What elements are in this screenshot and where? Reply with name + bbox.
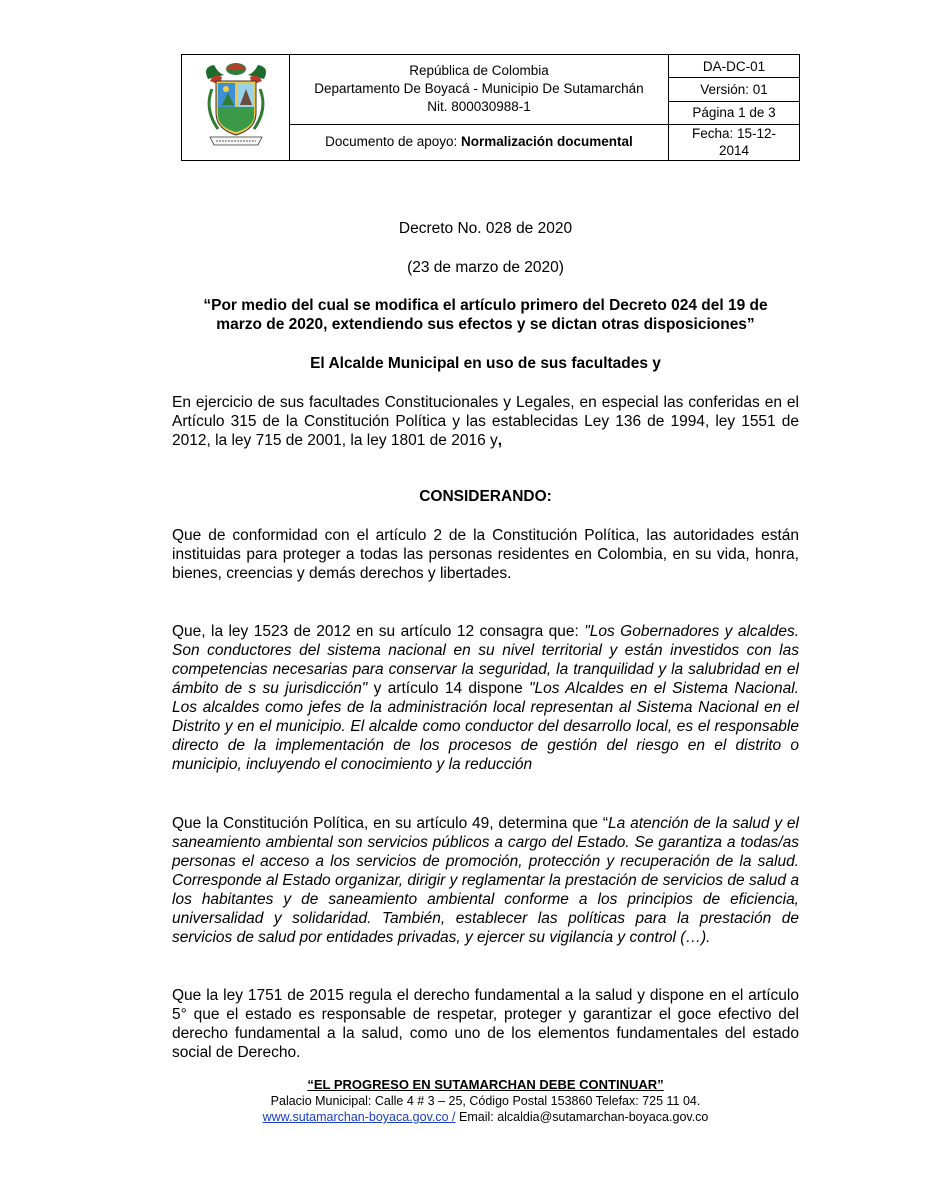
document-header-table <box>181 54 800 161</box>
decree-authority: El Alcalde Municipal en uso de sus facultades y <box>310 355 661 372</box>
preamble-end: , <box>497 432 503 449</box>
document-version: Versión: 01 <box>669 78 800 101</box>
preamble-paragraph <box>172 393 799 450</box>
document-footer <box>172 1077 799 1125</box>
document-date-cell <box>669 124 800 160</box>
decree-title-line1: “Por medio del cual se modifica el artículo primero del Decreto 024 del 19 de <box>203 297 768 314</box>
decree-title <box>172 296 799 334</box>
document-date-line2: 2014 <box>718 143 750 159</box>
paragraph-2-intro: Que, la ley 1523 de 2012 en su artículo 12 consagra que: <box>172 623 585 640</box>
paragraph-2-quote-2: "Los Alcaldes en el Sistema Nacional. Los alcaldes como jefes de la administración local representan al Sistema Nacional en el Distrito y en el municipio. El alcalde como conductor del desarrollo local, es el responsable directo de la implementación de los procesos de gestión del riesgo en el distrito o municipio, incluyendo el conocimiento y la reducción <box>172 680 799 773</box>
document-type-name: Normalización documental <box>461 134 633 150</box>
footer-email: Email: alcaldia@sutamarchan-boyaca.gov.co <box>455 1110 709 1124</box>
country-line: República de Colombia <box>409 63 549 79</box>
paragraph-4: Que la ley 1751 de 2015 regula el derecho fundamental a la salud y dispone en el artículo 5° que el estado es responsable de respetar, proteger y garantizar el goce efectivo del derecho fundamental a la salud, como uno de los elementos fundamentales del estado social de Derecho. <box>172 987 799 1061</box>
decree-title-line2: marzo de 2020, extendiendo sus efectos y se dictan otras disposiciones” <box>216 316 755 333</box>
footer-slogan: “EL PROGRESO EN SUTAMARCHAN DEBE CONTINUAR” <box>307 1077 664 1092</box>
paragraph-1: Que de conformidad con el artículo 2 de la Constitución Política, las autoridades están instituidas para proteger a todas las personas residentes en Colombia, en su vida, honra, bienes, creencias y demás derechos y libertades. <box>172 527 799 582</box>
logo-cell <box>182 55 290 161</box>
page-indicator: Página 1 de 3 <box>669 101 800 124</box>
document-type-cell <box>290 124 669 160</box>
decree-date: (23 de marzo de 2020) <box>407 259 564 276</box>
document-date-line1: Fecha: 15-12- <box>691 126 777 142</box>
decree-number: Decreto No. 028 de 2020 <box>398 220 573 237</box>
document-code: DA-DC-01 <box>669 55 800 78</box>
website-link[interactable]: www.sutamarchan-boyaca.gov.co / <box>262 1110 456 1124</box>
considerando-heading: CONSIDERANDO: <box>419 488 552 505</box>
document-type-prefix: Documento de apoyo: <box>325 134 462 150</box>
department-line: Departamento De Boyacá - Municipio De Sutamarchán <box>314 81 644 97</box>
paragraph-3-quote: La atención de la salud y el saneamiento ambiental son servicios públicos a cargo del Estado. Se garantiza a todas/as personas el acceso a los servicios de promoción, protección y recuperación de la salud. Corresponde al Estado organizar, dirigir y reglamentar la prestación de servicios de salud a los habitantes y de saneamiento ambiental conforme a los principios de eficiencia, universalidad y solidaridad. También, establecer las políticas para la prestación de servicios de salud por entidades privadas, y ejercer su vigilancia y control (…). <box>172 815 799 946</box>
paragraph-3-intro: Que la Constitución Política, en su artículo 49, determina que “ <box>172 815 609 832</box>
nit-line: Nit. 800030988-1 <box>427 99 531 115</box>
paragraph-2-quote-1: "Los Gobernadores y alcaldes. Son conductores del sistema nacional en su nivel territorial y están investidos con las competencias necesarias para conservar la seguridad, la tranquilidad y la salubridad en el ámbito de s su jurisdicción" <box>172 623 799 697</box>
preamble-text: En ejercicio de sus facultades Constitucionales y Legales, en especial las conferidas en el Artículo 315 de la Constitución Política y las establecidas Ley 136 de 1994, ley 1551 de 2012, la ley 715 de 2001, la ley 1801 de 2016 y <box>172 394 799 449</box>
paragraph-3 <box>172 814 799 947</box>
footer-contact <box>172 1109 799 1125</box>
entity-info-cell <box>290 55 669 125</box>
footer-address: Palacio Municipal: Calle 4 # 3 – 25, Código Postal 153860 Telefax: 725 11 04. <box>270 1094 701 1108</box>
coat-of-arms-icon <box>200 59 272 151</box>
paragraph-2 <box>172 622 799 774</box>
paragraph-2-connector: y artículo 14 dispone <box>367 680 529 697</box>
